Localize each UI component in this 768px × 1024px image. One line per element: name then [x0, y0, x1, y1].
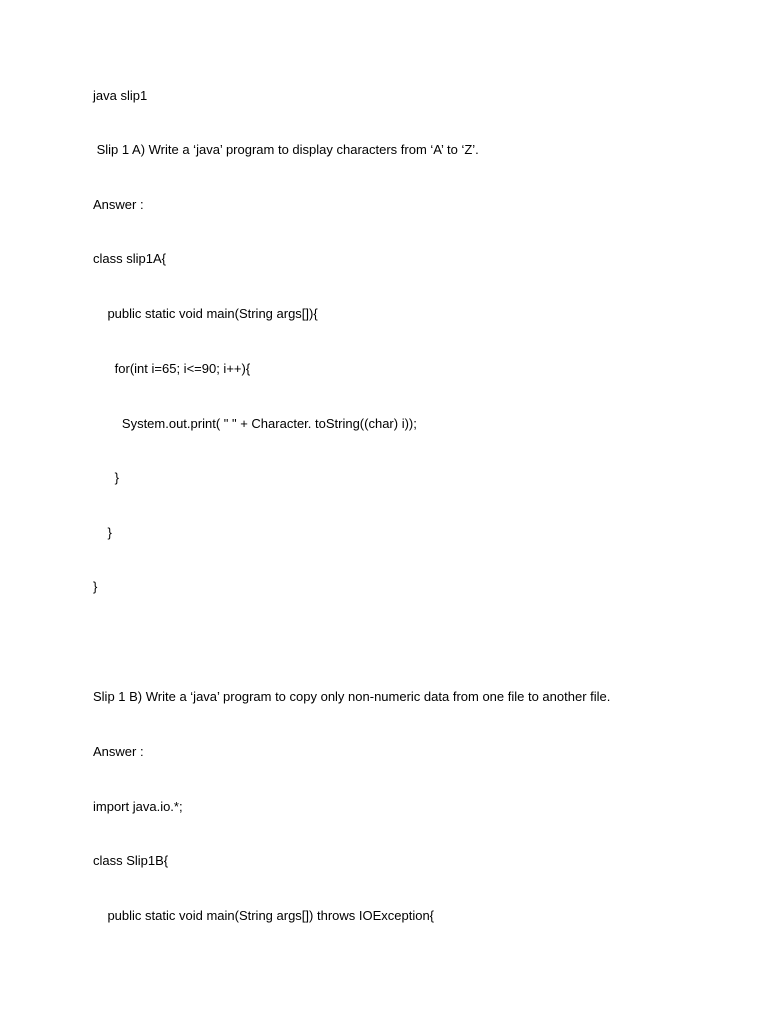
- document-title: java slip1: [93, 88, 148, 103]
- question-1b: Slip 1 B) Write a ‘java’ program to copy only non-numeric data from one file to another file.: [93, 689, 611, 704]
- code-line: class Slip1B{: [93, 853, 169, 868]
- code-line: class slip1A{: [93, 251, 166, 266]
- code-line: System.out.print( " " + Character. toString((char) i));: [93, 416, 417, 431]
- code-line: public static void main(String args[]) throws IOException{: [93, 908, 435, 923]
- code-line: }: [93, 525, 112, 540]
- answer-label-1b: Answer :: [93, 744, 144, 759]
- code-line: }: [93, 470, 120, 485]
- code-line: public static void main(String args[]){: [93, 306, 318, 321]
- question-1a: Slip 1 A) Write a ‘java’ program to display characters from ‘A’ to ‘Z’.: [93, 142, 479, 157]
- code-line: }: [93, 579, 98, 594]
- answer-label-1a: Answer :: [93, 197, 144, 212]
- code-line: import java.io.*;: [93, 799, 183, 814]
- code-line: for(int i=65; i<=90; i++){: [93, 361, 251, 376]
